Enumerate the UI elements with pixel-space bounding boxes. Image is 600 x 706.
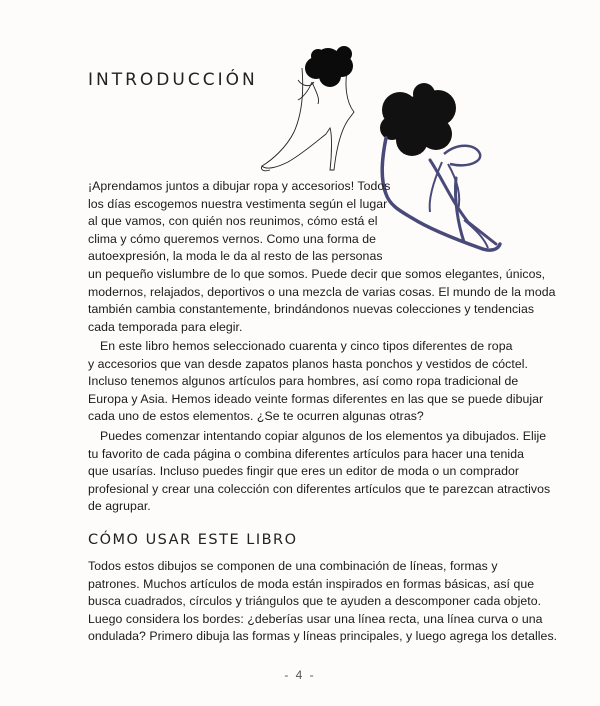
text-line: y accesorios que van desde zapatos planos hasta ponchos y vestidos de cóctel. [88, 356, 528, 371]
text-line: autoexpresión, la moda le da al resto de las personas [88, 249, 383, 264]
text-line: tu favorito de cada página o combina diferentes artículos para hacer una tenida [88, 446, 524, 461]
text-line: que usarías. Incluso puedes fingir que eres un editor de moda o un comprador [88, 464, 520, 479]
text-line: modernos, relajados, deportivos o una mezcla de varias cosas. El mundo de la moda [88, 284, 556, 299]
section-heading: CÓMO USAR ESTE LIBRO [88, 532, 298, 548]
body-paragraph-3 [88, 428, 551, 516]
text-line: clima y cómo queremos vernos. Como una forma de [88, 231, 377, 246]
text-line: ¡Aprendamos juntos a dibujar ropa y accesorios! Todos [88, 179, 391, 193]
text-line: Todos estos dibujos se componen de una combinación de líneas, formas y [88, 559, 498, 573]
text-line: patrones. Muchos artículos de moda están inspirados en formas básicas, así que [88, 576, 535, 591]
text-line: los días escogemos nuestra vestimenta según el lugar [88, 196, 388, 211]
text-line: busca cuadrados, círculos y triángulos que te ayuden a descomponer cada objeto. [88, 594, 542, 609]
text-line: al que vamos, con quién nos reunimos, cómo está el [88, 214, 378, 229]
text-line: ondulada? Primero dibuja las formas y líneas principales, y luego agrega los detalles. [88, 629, 558, 644]
shoe-illustration-outline [258, 42, 368, 174]
text-line: En este libro hemos seleccionado cuarenta y cinco tipos diferentes de ropa [100, 339, 513, 353]
text-line: Puedes comenzar intentando copiar algunos de los elementos ya dibujados. Elije [100, 429, 547, 443]
body-paragraph-2 [88, 338, 544, 426]
text-line: Luego considera los bordes: ¿deberías usar una línea recta, una línea curva o una [88, 611, 543, 626]
text-line: cada uno de estos elementos. ¿Se te ocurren algunas otras? [88, 409, 424, 424]
text-line: profesional y crear una colección con diferentes artículos que te parezcan atractivos [88, 481, 551, 496]
text-line: también cambia constantemente, brindándonos nuevas colecciones y tendencias [88, 302, 535, 317]
intro-paragraph [88, 178, 556, 336]
text-line: cada temporada para elegir. [88, 319, 243, 334]
body-paragraph-4 [88, 558, 558, 646]
text-line: Europa y Asia. Hemos ideado veinte formas diferentes en las que se puede dibujar [88, 391, 544, 406]
text-line: Incluso tenemos algunos artículos para hombres, así como ropa tradicional de [88, 374, 519, 389]
text-line: de agrupar. [88, 499, 151, 514]
page-number: - 4 - [284, 668, 316, 682]
page-title: INTRODUCCIÓN [88, 70, 258, 90]
text-line: un pequeño vislumbre de lo que somos. Puede decir que somos elegantes, únicos, [88, 266, 546, 281]
